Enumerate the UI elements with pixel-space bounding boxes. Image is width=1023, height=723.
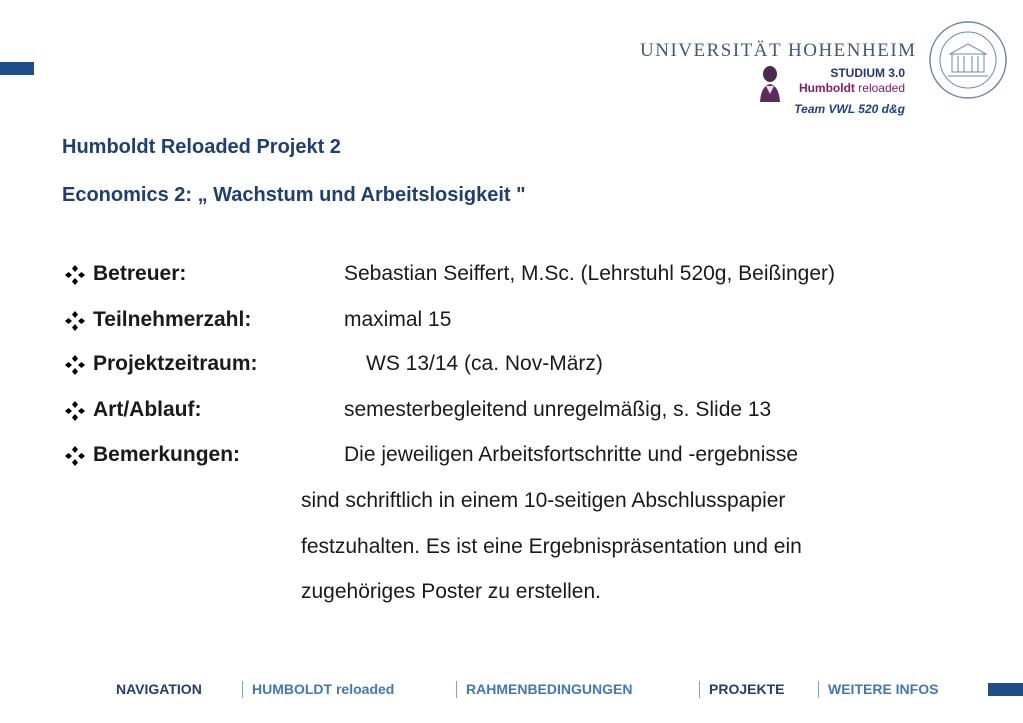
bottom-navigation bbox=[0, 679, 1023, 701]
studium-label: STUDIUM 3.0 bbox=[830, 66, 905, 80]
page-subtitle: Economics 2: „ Wachstum und Arbeitslosigkeit " bbox=[62, 184, 526, 206]
detail-value: Sebastian Seiffert, M.Sc. (Lehrstuhl 520g, Beißinger) bbox=[344, 262, 836, 285]
nav-divider bbox=[699, 681, 700, 698]
detail-label: Projektzeitraum: bbox=[93, 352, 258, 375]
detail-label: Art/Ablauf: bbox=[93, 398, 202, 421]
university-seal-icon bbox=[928, 20, 1008, 100]
nav-divider bbox=[818, 681, 819, 698]
diamond-bullet-icon bbox=[64, 354, 86, 376]
detail-label: Betreuer: bbox=[93, 262, 187, 285]
nav-weitere-infos[interactable]: WEITERE INFOS bbox=[828, 681, 939, 697]
remarks-continuation-line: festzuhalten. Es ist eine Ergebnispräsentation und ein bbox=[301, 535, 802, 558]
humboldt-reloaded-logo bbox=[760, 81, 905, 95]
nav-rahmenbedingungen[interactable]: RAHMENBEDINGUNGEN bbox=[466, 681, 633, 697]
page-title: Humboldt Reloaded Projekt 2 bbox=[62, 136, 341, 158]
detail-value: Die jeweiligen Arbeitsfortschritte und -ergebnisse bbox=[344, 443, 799, 466]
nav-navigation[interactable]: NAVIGATION bbox=[116, 681, 202, 697]
slide-side-marker bbox=[0, 62, 34, 75]
remarks-continuation-line: zugehöriges Poster zu erstellen. bbox=[301, 580, 601, 603]
diamond-bullet-icon bbox=[64, 264, 86, 286]
nav-divider bbox=[242, 681, 243, 698]
diamond-bullet-icon bbox=[64, 400, 86, 422]
nav-humboldt-reloaded[interactable]: HUMBOLDT reloaded bbox=[252, 681, 395, 697]
humboldt-word: Humboldt bbox=[798, 81, 855, 95]
team-label: Team VWL 520 d&g bbox=[794, 102, 905, 116]
detail-label: Teilnehmerzahl: bbox=[93, 308, 252, 331]
detail-value: semesterbegleitend unregelmäßig, s. Slide 13 bbox=[344, 398, 772, 421]
diamond-bullet-icon bbox=[64, 445, 86, 467]
nav-divider bbox=[456, 681, 457, 698]
detail-value: maximal 15 bbox=[344, 308, 452, 331]
remarks-continuation-line: sind schriftlich in einem 10-seitigen Abschlusspapier bbox=[301, 489, 786, 512]
university-name: UNIVERSITÄT HOHENHEIM bbox=[640, 40, 917, 61]
detail-value: WS 13/14 (ca. Nov-März) bbox=[366, 352, 603, 375]
diamond-bullet-icon bbox=[64, 310, 86, 332]
nav-projekte[interactable]: PROJEKTE bbox=[709, 681, 785, 697]
nav-end-marker bbox=[988, 683, 1023, 696]
reloaded-word: reloaded bbox=[858, 81, 905, 95]
detail-label: Bemerkungen: bbox=[93, 443, 241, 466]
